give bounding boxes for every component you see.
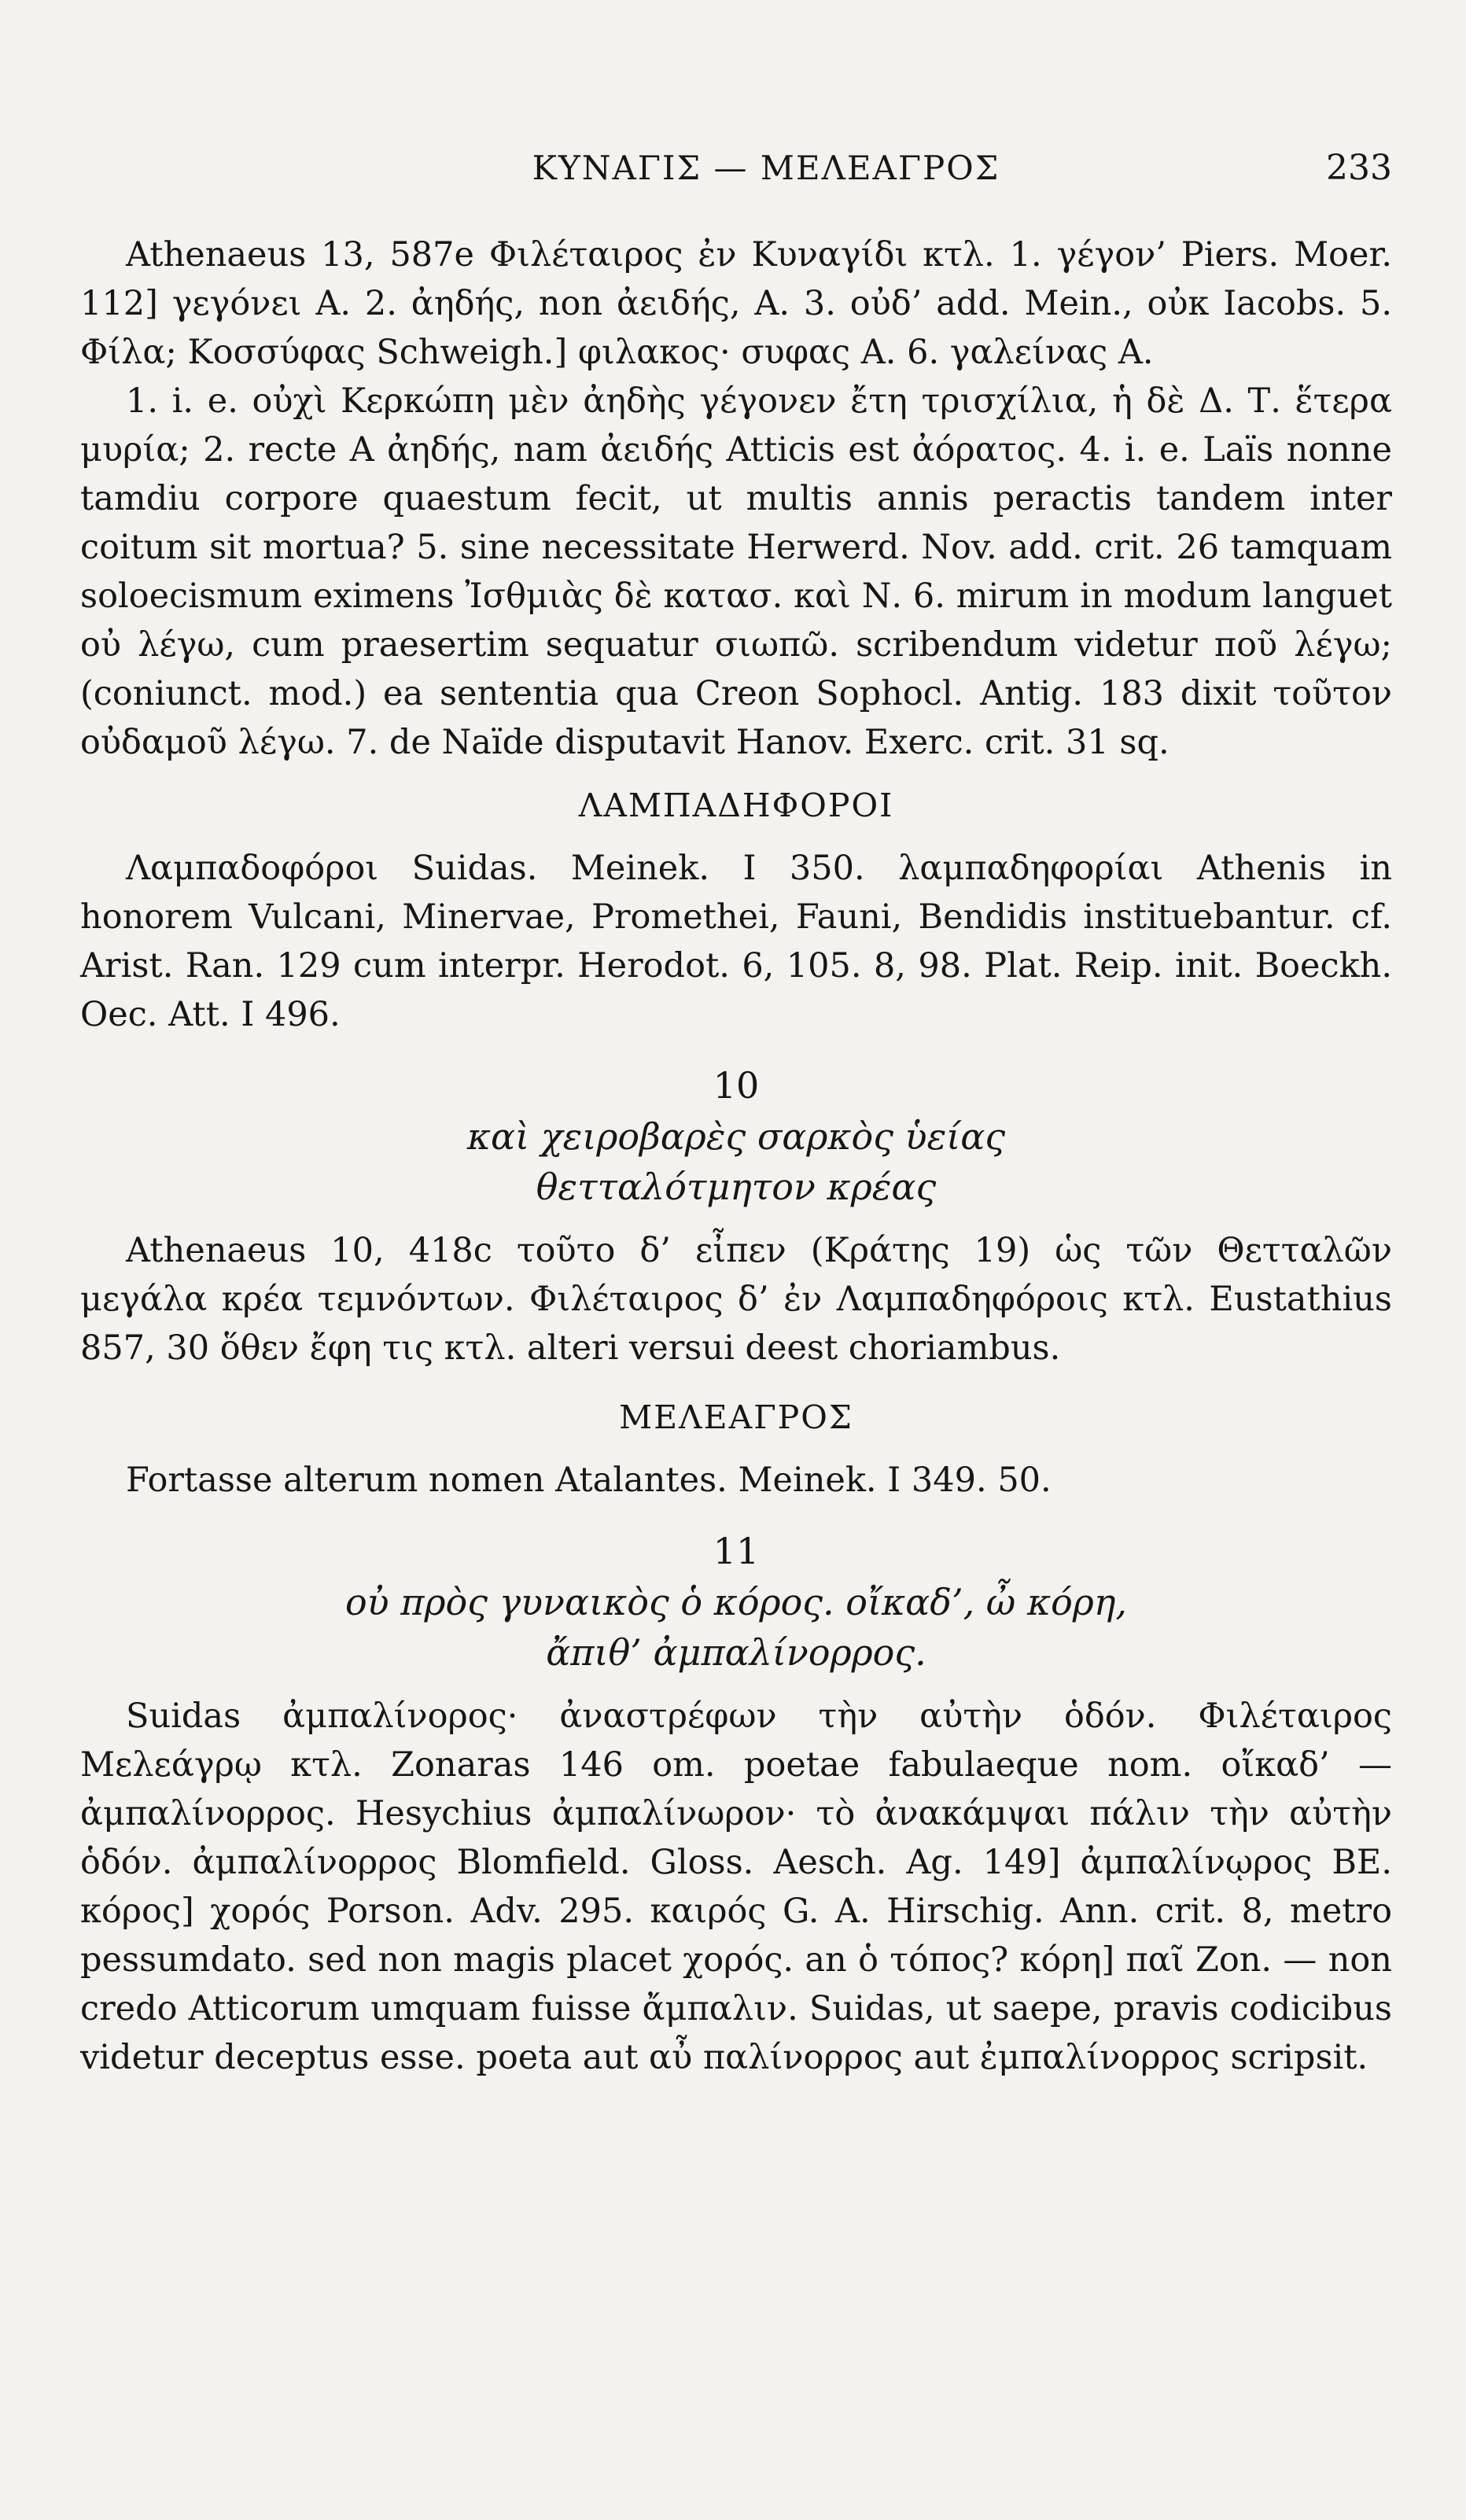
fragment-10-verse-1: καὶ χειροβαρὲς σαρκὸς ὑείας xyxy=(466,1115,1006,1158)
fragment-number-11: 11 xyxy=(713,1530,760,1572)
page-header xyxy=(80,0,1392,195)
fragment-11-verse-1: οὐ πρὸς γυναικὸς ὁ κόρος. οἴκαδ’, ὦ κόρη, xyxy=(344,1581,1128,1623)
fragment-11-verse-2: ἄπιθ’ ἀμπαλίνορρος. xyxy=(546,1631,926,1674)
fragment-10-verse-2: θετταλότμητον κρέας xyxy=(536,1166,937,1208)
fragment-number-10: 10 xyxy=(713,1064,760,1107)
section-heading-meleagros: ΜΕΛΕΑΓΡΟΣ xyxy=(619,1398,853,1436)
running-title: ΚΥΝΑΓΙΣ — ΜΕΛΕΑΓΡΟΣ xyxy=(532,149,1000,187)
fragment-11-commentary: Suidas ἀμπαλίνορος· ἀναστρέφων τὴν αὐτὴν ὁδόν. Φιλέταιρος Μελεάγρῳ κτλ. Zonaras 146 om. poetae fabulaeque nom. οἴκαδ’ — ἀμπαλίνορρος. Hesychius ἀμπαλίνωρον· τὸ ἀνακάμψαι πάλιν τὴν αὐτὴν ὁδόν. ἀμπαλίνορρος Blomfield. Gloss. Aesch. Ag. 149] ἀμπαλίνῳρος BE. κόρος] χορός Porson. Adv. 295. καιρός G. A. Hirschig. Ann. crit. 8, metro pessumdato. sed non magis placet χορός. an ὁ τόπος? κόρη] παῖ Zon. — non credo Atticorum umquam fuisse ἄμπαλιν. Suidas, ut saepe, pravis codicibus videtur deceptus esse. poeta aut αὖ παλίνορρος aut ἐμπαλίνορρος scripsit. xyxy=(80,1697,1392,2077)
section-heading-lampadephoroi: ΛΑΜΠΑΔΗΦΟΡΟΙ xyxy=(578,787,894,824)
lampadephoroi-commentary: Λαμπαδοφόροι Suidas. Meinek. I 350. λαμπαδηφορίαι Athenis in honorem Vulcani, Minervae, Promethei, Fauni, Bendidis instituebantur. cf. Arist. Ran. 129 cum interpr. Herodot. 6, 105. 8, 98. Plat. Reip. init. Boeckh. Oec. Att. I 496. xyxy=(80,849,1392,1034)
commentary-paragraph-notes: 1. i. e. οὐχὶ Κερκώπη μὲν ἀηδὴς γέγονεν ἔτη τρισχίλια, ἡ δὲ Δ. Τ. ἕτερα μυρία; 2. recte A ἀηδής, nam ἀειδής Atticis est ἀόρατος. 4. i. e. Laïs nonne tamdiu corpore quaestum fecit, ut multis annis peractis tandem inter coitum sit mortua? 5. sine necessitate Herwerd. Nov. add. crit. 26 tamquam soloecismum eximens Ἰσθμιὰς δὲ κατασ. καὶ Ν. 6. mirum in modum languet οὐ λέγω, cum praesertim sequatur σιωπῶ. scribendum videtur ποῦ λέγω; (coniunct. mod.) ea sententia qua Creon Sophocl. Antig. 183 dixit τοῦτον οὐδαμοῦ λέγω. 7. de Naïde disputavit Hanov. Exerc. crit. 31 sq. xyxy=(80,381,1392,762)
commentary-paragraph-sources: Athenaeus 13, 587e Φιλέταιρος ἐν Κυναγίδι κτλ. 1. γέγον’ Piers. Moer. 112] γεγόνει A. 2. ἀηδής, non ἀειδής, A. 3. οὐδ’ add. Mein., οὐκ Iacobs. 5. Φίλα; Κοσσύφας Schweigh.] φιλακος· συφας A. 6. γαλείνας A. xyxy=(80,235,1392,372)
fragment-10-commentary: Athenaeus 10, 418c τοῦτο δ’ εἶπεν (Κράτης 19) ὡς τῶν Θετταλῶν μεγάλα κρέα τεμνόντων. Φιλέταιρος δ’ ἐν Λαμπαδηφόροις κτλ. Eustathius 857, 30 ὅθεν ἔφη τις κτλ. alteri versui deest choriambus. xyxy=(80,1231,1392,1368)
meleagros-commentary: Fortasse alterum nomen Atalantes. Meinek. I 349. 50. xyxy=(126,1461,1052,1500)
page-number: 233 xyxy=(1326,148,1392,188)
